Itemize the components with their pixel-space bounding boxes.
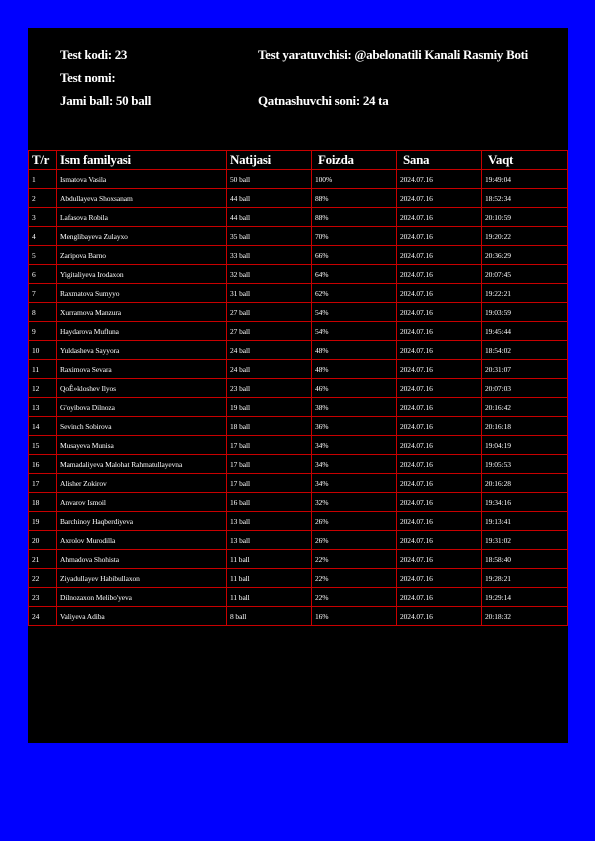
column-header-percent: Foizda (312, 151, 397, 170)
time-cell: 19:22:21 (482, 284, 568, 303)
row-index-cell: 2 (29, 189, 57, 208)
test-name: Test nomi: (60, 70, 116, 85)
row-index-cell: 14 (29, 417, 57, 436)
row-index-cell: 12 (29, 379, 57, 398)
percent-cell: 22% (312, 550, 397, 569)
table-row (29, 493, 568, 512)
percent-cell: 88% (312, 189, 397, 208)
table-row (29, 607, 568, 626)
score-cell: 33 ball (227, 246, 312, 265)
time-cell: 20:36:29 (482, 246, 568, 265)
date-cell: 2024.07.16 (397, 569, 482, 588)
time-cell: 20:16:42 (482, 398, 568, 417)
participant-name-cell: Lafasova Robila (57, 208, 227, 227)
time-cell: 19:31:02 (482, 531, 568, 550)
score-cell: 16 ball (227, 493, 312, 512)
score-cell: 27 ball (227, 303, 312, 322)
date-cell: 2024.07.16 (397, 189, 482, 208)
table-row (29, 512, 568, 531)
time-cell: 18:52:34 (482, 189, 568, 208)
table-row (29, 474, 568, 493)
score-cell: 13 ball (227, 531, 312, 550)
table-row (29, 208, 568, 227)
results-table (28, 150, 568, 626)
column-header-index: T/r (29, 151, 57, 170)
test-creator: Test yaratuvchisi: @abelonatili Kanali Rasmiy Boti (258, 47, 528, 62)
score-cell: 32 ball (227, 265, 312, 284)
participant-name-cell: Menglibayeva Zulayxo (57, 227, 227, 246)
table-row (29, 417, 568, 436)
date-cell: 2024.07.16 (397, 417, 482, 436)
row-index-cell: 24 (29, 607, 57, 626)
date-cell: 2024.07.16 (397, 607, 482, 626)
date-cell: 2024.07.16 (397, 531, 482, 550)
table-row (29, 550, 568, 569)
participant-name-cell: Mamadaliyeva Malohat Rahmatullayevna (57, 455, 227, 474)
participant-name-cell: Ahmadova Shohista (57, 550, 227, 569)
table-row (29, 341, 568, 360)
score-cell: 11 ball (227, 588, 312, 607)
score-cell: 35 ball (227, 227, 312, 246)
time-cell: 20:10:59 (482, 208, 568, 227)
table-row (29, 189, 568, 208)
participant-name-cell: Raxmatova Sumyyo (57, 284, 227, 303)
participant-name-cell: G'oyibova Dilnoza (57, 398, 227, 417)
table-row (29, 170, 568, 189)
date-cell: 2024.07.16 (397, 379, 482, 398)
date-cell: 2024.07.16 (397, 265, 482, 284)
table-row (29, 227, 568, 246)
percent-cell: 36% (312, 417, 397, 436)
date-cell: 2024.07.16 (397, 588, 482, 607)
time-cell: 19:20:22 (482, 227, 568, 246)
date-cell: 2024.07.16 (397, 341, 482, 360)
participant-name-cell: QoÊ»kloshev Ilyos (57, 379, 227, 398)
date-cell: 2024.07.16 (397, 550, 482, 569)
column-header-time: Vaqt (482, 151, 568, 170)
table-row (29, 322, 568, 341)
date-cell: 2024.07.16 (397, 360, 482, 379)
participant-name-cell: Ziyadullayev Habibullaxon (57, 569, 227, 588)
score-cell: 8 ball (227, 607, 312, 626)
score-cell: 27 ball (227, 322, 312, 341)
table-row (29, 246, 568, 265)
date-cell: 2024.07.16 (397, 170, 482, 189)
date-cell: 2024.07.16 (397, 208, 482, 227)
participant-name-cell: Anvarov Ismoil (57, 493, 227, 512)
row-index-cell: 7 (29, 284, 57, 303)
date-cell: 2024.07.16 (397, 303, 482, 322)
percent-cell: 70% (312, 227, 397, 246)
time-cell: 19:29:14 (482, 588, 568, 607)
percent-cell: 34% (312, 474, 397, 493)
time-cell: 18:58:40 (482, 550, 568, 569)
participant-name-cell: Raximova Sevara (57, 360, 227, 379)
percent-cell: 16% (312, 607, 397, 626)
row-index-cell: 3 (29, 208, 57, 227)
score-cell: 24 ball (227, 341, 312, 360)
row-index-cell: 16 (29, 455, 57, 474)
time-cell: 20:16:18 (482, 417, 568, 436)
row-index-cell: 20 (29, 531, 57, 550)
participant-name-cell: Zaripova Barno (57, 246, 227, 265)
percent-cell: 32% (312, 493, 397, 512)
date-cell: 2024.07.16 (397, 284, 482, 303)
time-cell: 18:54:02 (482, 341, 568, 360)
participant-name-cell: Sevinch Sobirova (57, 417, 227, 436)
participant-name-cell: Yuldasheva Sayyora (57, 341, 227, 360)
table-row (29, 284, 568, 303)
percent-cell: 48% (312, 360, 397, 379)
percent-cell: 64% (312, 265, 397, 284)
table-header-row (29, 151, 568, 170)
table-row (29, 398, 568, 417)
date-cell: 2024.07.16 (397, 227, 482, 246)
time-cell: 19:34:16 (482, 493, 568, 512)
participant-name-cell: Xurramova Manzura (57, 303, 227, 322)
participant-name-cell: Musayeva Munisa (57, 436, 227, 455)
participant-name-cell: Haydarova Mufluna (57, 322, 227, 341)
score-cell: 18 ball (227, 417, 312, 436)
score-cell: 17 ball (227, 436, 312, 455)
row-index-cell: 6 (29, 265, 57, 284)
table-row (29, 436, 568, 455)
date-cell: 2024.07.16 (397, 246, 482, 265)
table-row (29, 360, 568, 379)
participant-name-cell: Axrolov Murodilla (57, 531, 227, 550)
participant-name-cell: Barchinoy Haqberdiyeva (57, 512, 227, 531)
column-header-result: Natijasi (227, 151, 312, 170)
percent-cell: 88% (312, 208, 397, 227)
table-row (29, 265, 568, 284)
percent-cell: 26% (312, 512, 397, 531)
column-header-date: Sana (397, 151, 482, 170)
percent-cell: 100% (312, 170, 397, 189)
test-code: Test kodi: 23 (60, 47, 128, 62)
percent-cell: 34% (312, 455, 397, 474)
score-cell: 44 ball (227, 189, 312, 208)
percent-cell: 26% (312, 531, 397, 550)
date-cell: 2024.07.16 (397, 474, 482, 493)
time-cell: 19:05:53 (482, 455, 568, 474)
row-index-cell: 22 (29, 569, 57, 588)
time-cell: 19:13:41 (482, 512, 568, 531)
score-cell: 13 ball (227, 512, 312, 531)
table-row (29, 531, 568, 550)
row-index-cell: 15 (29, 436, 57, 455)
row-index-cell: 5 (29, 246, 57, 265)
date-cell: 2024.07.16 (397, 322, 482, 341)
score-cell: 44 ball (227, 208, 312, 227)
score-cell: 23 ball (227, 379, 312, 398)
date-cell: 2024.07.16 (397, 436, 482, 455)
row-index-cell: 4 (29, 227, 57, 246)
row-index-cell: 23 (29, 588, 57, 607)
time-cell: 20:16:28 (482, 474, 568, 493)
table-row (29, 379, 568, 398)
percent-cell: 46% (312, 379, 397, 398)
column-header-name: Ism familyasi (57, 151, 227, 170)
time-cell: 20:07:45 (482, 265, 568, 284)
total-score: Jami ball: 50 ball (60, 93, 152, 108)
participant-name-cell: Alisher Zokirov (57, 474, 227, 493)
table-row (29, 303, 568, 322)
row-index-cell: 17 (29, 474, 57, 493)
score-cell: 31 ball (227, 284, 312, 303)
table-row (29, 569, 568, 588)
time-cell: 19:28:21 (482, 569, 568, 588)
participant-name-cell: Yigitaliyeva Irodaxon (57, 265, 227, 284)
row-index-cell: 21 (29, 550, 57, 569)
participant-name-cell: Dilnozaxon Melibo'yeva (57, 588, 227, 607)
row-index-cell: 13 (29, 398, 57, 417)
date-cell: 2024.07.16 (397, 512, 482, 531)
participant-name-cell: Valiyeva Adiba (57, 607, 227, 626)
time-cell: 19:04:19 (482, 436, 568, 455)
row-index-cell: 18 (29, 493, 57, 512)
row-index-cell: 19 (29, 512, 57, 531)
score-cell: 17 ball (227, 455, 312, 474)
date-cell: 2024.07.16 (397, 493, 482, 512)
participant-name-cell: Abdullayeva Shoxsanam (57, 189, 227, 208)
score-cell: 19 ball (227, 398, 312, 417)
percent-cell: 66% (312, 246, 397, 265)
time-cell: 20:18:32 (482, 607, 568, 626)
time-cell: 19:03:59 (482, 303, 568, 322)
table-row (29, 455, 568, 474)
percent-cell: 54% (312, 322, 397, 341)
row-index-cell: 8 (29, 303, 57, 322)
time-cell: 20:07:03 (482, 379, 568, 398)
time-cell: 19:49:04 (482, 170, 568, 189)
percent-cell: 22% (312, 569, 397, 588)
row-index-cell: 11 (29, 360, 57, 379)
percent-cell: 54% (312, 303, 397, 322)
score-cell: 11 ball (227, 569, 312, 588)
date-cell: 2024.07.16 (397, 455, 482, 474)
score-cell: 17 ball (227, 474, 312, 493)
percent-cell: 38% (312, 398, 397, 417)
score-cell: 11 ball (227, 550, 312, 569)
score-cell: 50 ball (227, 170, 312, 189)
time-cell: 19:45:44 (482, 322, 568, 341)
row-index-cell: 1 (29, 170, 57, 189)
row-index-cell: 9 (29, 322, 57, 341)
percent-cell: 48% (312, 341, 397, 360)
row-index-cell: 10 (29, 341, 57, 360)
result-sheet (28, 28, 568, 743)
percent-cell: 34% (312, 436, 397, 455)
participant-name-cell: Ismatova Vasila (57, 170, 227, 189)
percent-cell: 62% (312, 284, 397, 303)
score-cell: 24 ball (227, 360, 312, 379)
percent-cell: 22% (312, 588, 397, 607)
table-row (29, 588, 568, 607)
time-cell: 20:31:07 (482, 360, 568, 379)
participants-count: Qatnashuvchi soni: 24 ta (258, 93, 389, 108)
date-cell: 2024.07.16 (397, 398, 482, 417)
